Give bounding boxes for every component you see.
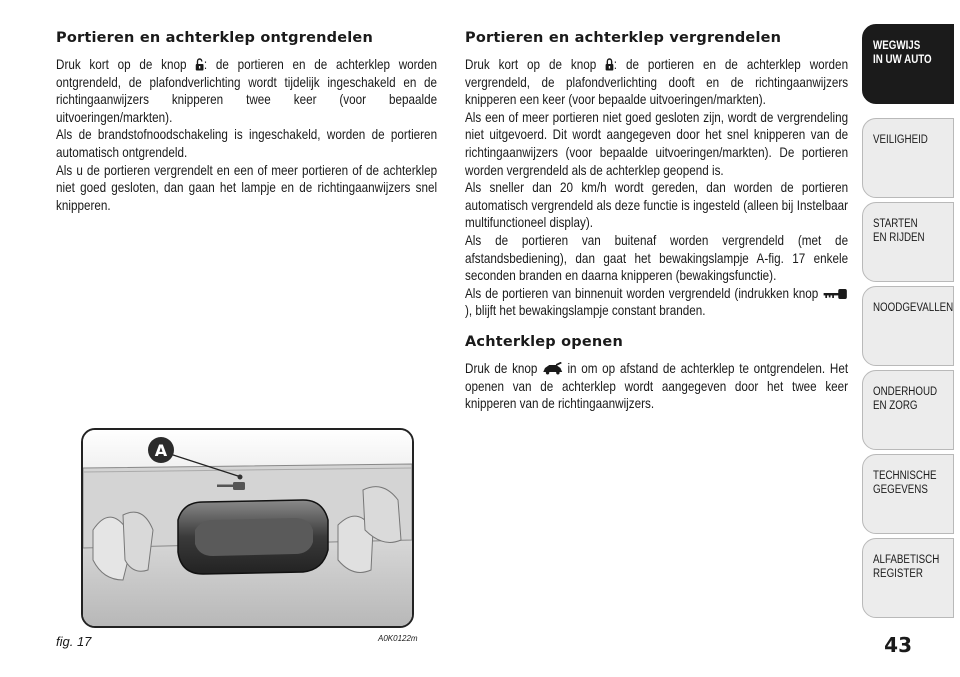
tab-label: ALFABETISCH REGISTER [873, 554, 940, 580]
paragraph-lock-1: Druk kort op de knop : de portieren en de achterklep worden vergrendeld, de plafondverlichting dooft en de richtingaanwijzers knipperen een keer (voor bepaalde uitvoeringen/markten). [465, 57, 849, 108]
page-number: 43 [884, 633, 912, 657]
paragraph-lock-4: Als de portieren van buitenaf worden vergrendeld (met de afstandsbediening), dan gaat het bewakingslampje A-fig. 17 enkele seconden branden en daarna knipperen (bewakingsfunctie). [465, 232, 849, 284]
tab-noodgevallen[interactable] [862, 286, 954, 366]
chapter-sidebar [856, 0, 960, 677]
tab-veiligheid[interactable] [862, 118, 954, 198]
tab-label: ONDERHOUD EN ZORG [873, 386, 938, 412]
paragraph-lock-5: Als de portieren van binnenuit worden vergrendeld (indrukken knop ), blijft het bewakingslampje constant branden. [465, 285, 848, 320]
tab-onderhoud[interactable] [862, 370, 954, 450]
tab-label: TECHNISCHE GEGEVENS [873, 470, 937, 496]
tab-technische[interactable] [862, 454, 954, 534]
tab-label: VEILIGHEID [873, 134, 928, 146]
paragraph-unlock-2: Als de brandstofnoodschakeling is ingeschakeld, worden de portieren automatisch ontgrendeld. [56, 127, 438, 160]
tab-wegwijs[interactable] [862, 24, 954, 104]
left-column [56, 30, 438, 214]
unlock-icon [195, 58, 204, 71]
tab-label: STARTEN EN RIJDEN [873, 218, 925, 244]
handle-illustration [83, 430, 412, 626]
tab-starten[interactable] [862, 202, 954, 282]
figure-door-handle [81, 428, 414, 628]
tab-label: NOODGEVALLEN [873, 302, 954, 314]
paragraph-unlock-3: Als u de portieren vergrendelt en een of meer portieren of de achterklep niet goed gesloten, dan gaan het lampje en de richtingaanwijzers snel knipperen. [56, 162, 438, 213]
tab-label: WEGWIJS IN UW AUTO [873, 40, 932, 66]
heading-tailgate: Achterklep openen [465, 333, 623, 350]
paragraph-lock-3: Als sneller dan 20 km/h wordt gereden, dan worden de portieren automatisch vergrendeld als deze functie is ingesteld (alleen bij Instelbaar multifunctioneel display). [465, 180, 849, 231]
lock-icon [605, 58, 614, 71]
figure-marker-a: A [154, 441, 168, 460]
paragraph-tailgate: Druk de knop in om op afstand de achterklep te ontgrendelen. Het openen van de achterklep wordt aangegeven door het twee keer knipperen van de richtingaanwijzers. [465, 360, 849, 412]
figure-caption: fig. 17 [56, 634, 92, 649]
figure-code: A0K0122m [378, 634, 418, 643]
car-trunk-icon [542, 362, 563, 375]
tab-alfabetisch[interactable] [862, 538, 954, 618]
paragraph-lock-2: Als een of meer portieren niet goed gesloten zijn, wordt de vergrendeling niet uitgevoerd. Dit wordt aangegeven door het snel knipperen van de richtingaanwijzers (voor bepaalde uitvoeringen/markten). De portieren worden vergrendeld als de achterklep geopend is. [465, 109, 849, 178]
heading-lock: Portieren en achterklep vergrendelen [465, 30, 782, 46]
key-icon [822, 288, 848, 300]
paragraph-unlock-1: Druk kort op de knop : de portieren en de achterklep worden ontgrendeld, de plafondverlichting wordt tijdelijk ingeschakeld en de richtingaanwijzers knipperen twee keer (voor bepaalde uitvoeringen/markten). [56, 57, 438, 125]
heading-unlock: Portieren en achterklep ontgrendelen [56, 30, 373, 46]
right-column [465, 30, 849, 413]
